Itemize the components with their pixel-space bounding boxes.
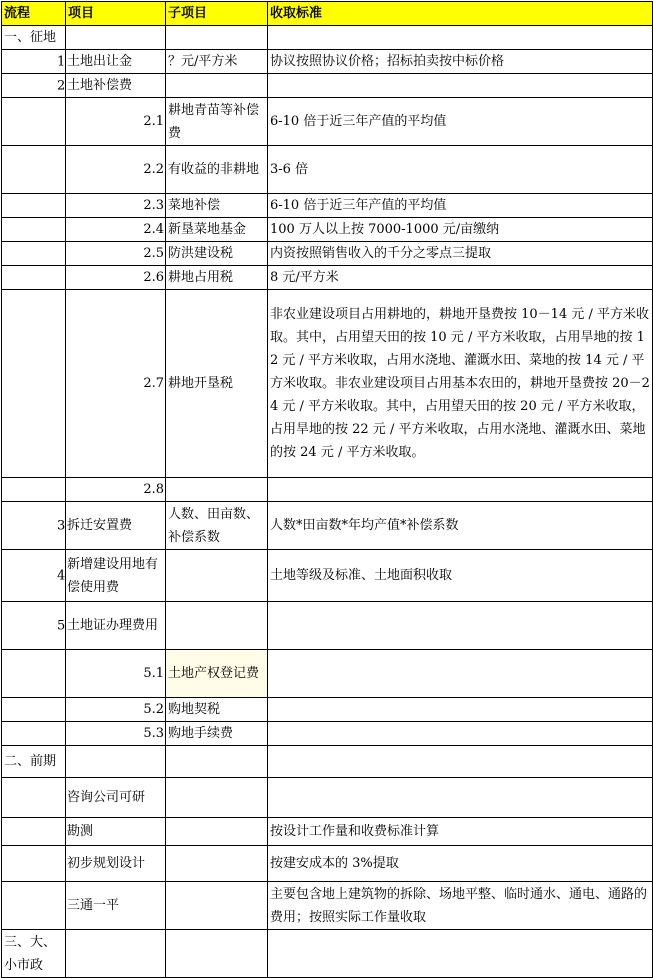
subitem-cell: 菜地补偿	[166, 194, 268, 218]
item-cell	[66, 882, 166, 930]
item-cell	[57, 502, 166, 550]
process-cell	[2, 242, 66, 266]
process-cell	[2, 846, 66, 882]
process-cell	[2, 722, 66, 746]
process-cell	[2, 478, 66, 502]
item-label: 土地证办理费用	[67, 618, 159, 633]
subitem-cell: 耕地开垦税	[166, 290, 268, 478]
item-cell	[66, 722, 166, 746]
standard-cell: 人数*田亩数*年均产值*补偿系数	[268, 502, 653, 550]
process-cell	[2, 218, 66, 242]
subitem-number: 2.6	[143, 270, 164, 285]
subitem-cell: 购地手续费	[166, 722, 268, 746]
standard-cell	[268, 778, 653, 818]
table-row	[2, 502, 653, 550]
table-row	[2, 650, 653, 698]
subitem-cell	[166, 550, 268, 602]
table-row	[2, 242, 653, 266]
standard-cell: 主要包含地上建筑物的拆除、场地平整、临时通水、通电、通路的费用；按照实际工作量收取	[268, 882, 653, 930]
table-row	[2, 218, 653, 242]
item-label: 三通一平	[67, 898, 120, 913]
table-row	[2, 698, 653, 722]
item-label: 初步规划设计	[67, 856, 146, 871]
standard-cell: 协议按照协议价格；招标拍卖按中标价格	[268, 50, 653, 74]
process-cell	[2, 266, 66, 290]
item-cell	[66, 650, 166, 698]
item-number: 4	[57, 568, 66, 583]
table-row	[2, 50, 653, 74]
process-cell	[2, 882, 66, 930]
process-cell	[2, 778, 66, 818]
table-row	[2, 74, 653, 98]
subitem-cell: ？元/平方米	[166, 50, 268, 74]
subitem-number: 2.4	[143, 222, 164, 237]
process-cell	[2, 50, 66, 74]
process-cell	[2, 818, 66, 846]
table-row	[2, 846, 653, 882]
item-cell	[66, 218, 166, 242]
subitem-cell: 有收益的非耕地	[166, 146, 268, 194]
subitem-cell: 新垦菜地基金	[166, 218, 268, 242]
subitem-number: 2.2	[143, 162, 164, 177]
subitem-cell: 土地产权登记费	[166, 650, 268, 698]
subitem-number: 2.8	[143, 482, 164, 497]
item-number: 1	[57, 54, 66, 69]
table-row	[2, 602, 653, 650]
item-cell	[66, 266, 166, 290]
process-cell	[2, 550, 66, 602]
process-cell	[2, 290, 66, 478]
table-row	[2, 930, 653, 978]
subitem-cell	[166, 930, 268, 978]
item-cell	[66, 26, 166, 50]
subitem-cell	[166, 846, 268, 882]
process-cell	[2, 74, 66, 98]
subitem-number: 5.1	[143, 666, 164, 681]
subitem-number: 2.1	[143, 114, 164, 129]
item-label: 土地补偿费	[67, 78, 133, 93]
subitem-number: 5.3	[143, 726, 164, 741]
item-cell	[66, 146, 166, 194]
table-row	[2, 26, 653, 50]
item-number: 3	[57, 518, 66, 533]
subitem-number: 2.5	[143, 246, 164, 261]
header-standard: 收取标准	[268, 2, 653, 26]
standard-cell	[268, 74, 653, 98]
item-cell	[66, 194, 166, 218]
subitem-number: 2.7	[143, 376, 164, 391]
item-cell	[66, 930, 166, 978]
table-row	[2, 194, 653, 218]
process-cell	[2, 146, 66, 194]
header-process: 流程	[2, 2, 66, 26]
item-cell	[57, 550, 166, 602]
process-cell	[2, 194, 66, 218]
item-number: 2	[57, 78, 66, 93]
standard-cell	[268, 930, 653, 978]
process-cell	[2, 98, 66, 146]
item-cell	[66, 290, 166, 478]
item-cell	[57, 602, 166, 650]
standard-cell: 内资按照销售收入的千分之零点三提取	[268, 242, 653, 266]
standard-cell	[268, 722, 653, 746]
standard-cell: 按设计工作量和收费标准计算	[268, 818, 653, 846]
process-cell	[2, 650, 66, 698]
process-cell	[2, 602, 66, 650]
item-cell	[66, 478, 166, 502]
process-cell: 一、征地	[2, 26, 66, 50]
table-row	[2, 266, 653, 290]
subitem-cell	[166, 26, 268, 50]
subitem-cell	[166, 478, 268, 502]
header-item: 项目	[66, 2, 166, 26]
table-row	[2, 746, 653, 778]
standard-cell	[268, 602, 653, 650]
standard-cell: 100 万人以上按 7000-1000 元/亩缴纳	[268, 218, 653, 242]
subitem-cell: 耕地青苗等补偿费	[166, 98, 268, 146]
process-cell	[2, 502, 66, 550]
header-subitem: 子项目	[166, 2, 268, 26]
table-row	[2, 882, 653, 930]
subitem-cell	[166, 74, 268, 98]
standard-cell: 土地等级及标准、土地面积收取	[268, 550, 653, 602]
item-cell	[66, 98, 166, 146]
table-row	[2, 290, 653, 478]
table-row	[2, 550, 653, 602]
standard-cell	[268, 650, 653, 698]
fee-table	[1, 1, 653, 978]
item-label: 拆迁安置费	[67, 518, 133, 533]
item-cell	[66, 698, 166, 722]
subitem-cell	[166, 778, 268, 818]
subitem-number: 5.2	[143, 702, 164, 717]
standard-cell: 8 元/平方米	[268, 266, 653, 290]
item-label: 勘测	[67, 824, 94, 839]
process-cell	[2, 698, 66, 722]
standard-cell	[268, 698, 653, 722]
item-cell	[57, 74, 166, 98]
table-row	[2, 818, 653, 846]
table-body	[2, 26, 653, 978]
item-cell	[57, 50, 166, 74]
subitem-cell: 耕地占用税	[166, 266, 268, 290]
table-row	[2, 722, 653, 746]
subitem-cell: 购地契税	[166, 698, 268, 722]
table-row	[2, 778, 653, 818]
standard-cell: 3-6 倍	[268, 146, 653, 194]
item-cell	[66, 818, 166, 846]
standard-cell: 6-10 倍于近三年产值的平均值	[268, 98, 653, 146]
standard-cell	[268, 26, 653, 50]
standard-cell: 非农业建设项目占用耕地的，耕地开垦费按 10－14 元 / 平方米收取。其中，占用望天田的按 10 元 / 平方米收取，占用旱地的按 12 元 / 平方米收取，占用水浇地、灌溉水田、菜地的按 14 元 / 平方米收取。非农业建设项目占用基本农田的，耕地开垦费按 20－24 元 / 平方米收取。其中，占用望天田的按 20 元 / 平方米收取，占用旱地的按 22 元 / 平方米收取，占用水浇地、灌溉水田、菜地的按 24 元 / 平方米收取。	[268, 290, 653, 478]
header-row	[2, 2, 653, 26]
standard-cell	[268, 478, 653, 502]
item-label: 土地出让金	[67, 54, 133, 69]
subitem-cell	[166, 882, 268, 930]
subitem-cell	[166, 818, 268, 846]
subitem-cell: 防洪建设税	[166, 242, 268, 266]
item-number: 5	[57, 618, 66, 633]
process-cell: 三、大、小市政	[2, 930, 66, 978]
standard-cell	[268, 746, 653, 778]
table-row	[2, 98, 653, 146]
item-label: 新增建设用地有偿使用费	[67, 556, 159, 595]
standard-cell: 按建安成本的 3%提取	[268, 846, 653, 882]
item-cell	[66, 242, 166, 266]
subitem-cell	[166, 746, 268, 778]
item-cell	[66, 846, 166, 882]
standard-cell: 6-10 倍于近三年产值的平均值	[268, 194, 653, 218]
table-row	[2, 478, 653, 502]
item-cell	[66, 778, 166, 818]
item-label: 咨询公司可研	[67, 790, 146, 805]
subitem-cell	[166, 602, 268, 650]
subitem-cell: 人数、田亩数、补偿系数	[166, 502, 268, 550]
table-row	[2, 146, 653, 194]
item-cell	[66, 746, 166, 778]
subitem-number: 2.3	[143, 198, 164, 213]
process-cell: 二、前期	[2, 746, 66, 778]
